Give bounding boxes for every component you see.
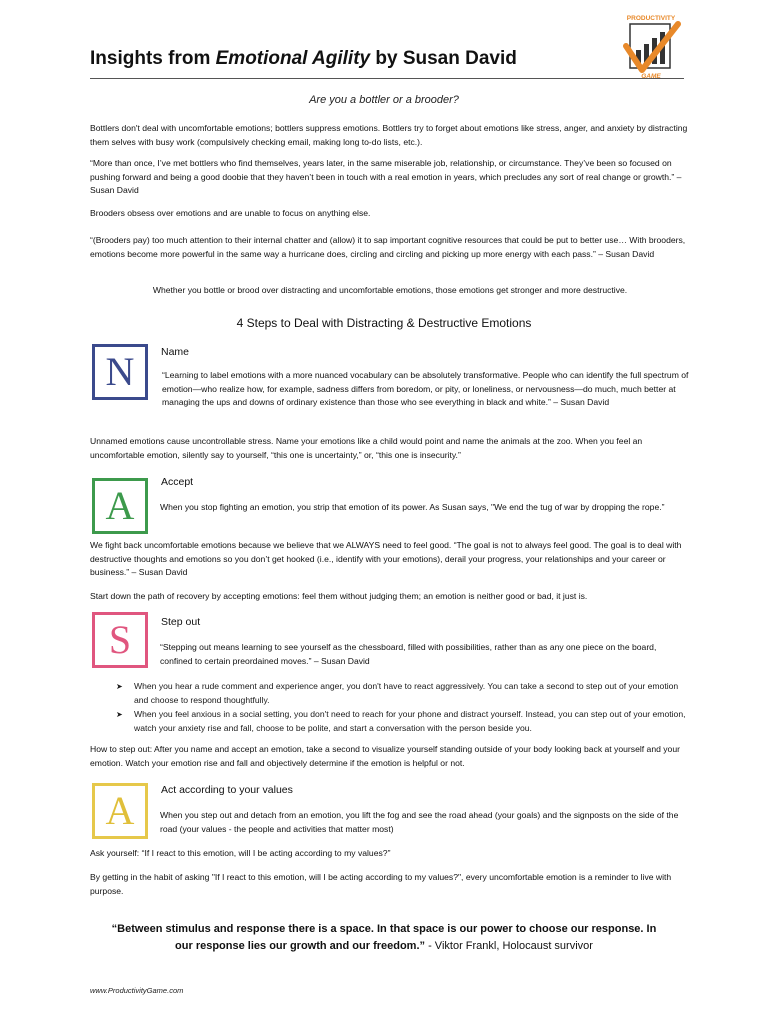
step-name-quote: “Learning to label emotions with a more nuanced vocabulary can be absolutely transformative. People who can identify the full spectrum of emotion—who realize how, for example, sadness differs from boredom, or pity, or loneliness, or nervousness—do much, much better at managing the ups and downs of ordinary existence than those who see everything in black and white.” – Susan David	[162, 370, 689, 407]
step-out-note: How to step out: After you name and accept an emotion, take a second to visualize yourself standing outside of your body looking back at yourself and your emotion. Watch your emotion rise and fall and objectively determine if the emotion is helpful or not.	[90, 744, 680, 768]
step-accept-title: Accept	[161, 476, 194, 488]
svg-text:GAME: GAME	[641, 73, 661, 80]
intro-brooders: Brooders obsess over emotions and are unable to focus on anything else.	[90, 208, 371, 218]
step-accept-letter: A	[92, 478, 148, 534]
step-act-letter: A	[92, 783, 148, 839]
step-accept-quote: When you stop fighting an emotion, you strip that emotion of its power. As Susan says, "We end the tug of war by dropping the rope.”	[160, 502, 665, 512]
list-item: ➤ When you feel anxious in a social setting, you don't need to reach for your phone and distract yourself. Instead, you can step out of your emotion, watch your anxiety rise and fall, choose to be polite, and start a conversation with the person beside you.	[116, 709, 686, 733]
subtitle: Are you a bottler or a brooder?	[309, 94, 459, 106]
step-accept-note2: Start down the path of recovery by accepting emotions: feel them without judging them; an emotion is neither good or bad, it just is.	[90, 591, 588, 601]
svg-text:PRODUCTIVITY: PRODUCTIVITY	[626, 15, 676, 22]
step-out-bullets	[114, 680, 690, 736]
step-name-title: Name	[161, 346, 190, 358]
step-act-title: Act according to your values	[161, 784, 293, 796]
list-item: ➤ When you hear a rude comment and experience anger, you don't have to react aggressively. You can take a second to step out of your emotion and choose to respond thoughtfully.	[116, 681, 679, 705]
productivity-game-logo	[620, 12, 682, 82]
step-act-quote: When you step out and detach from an emotion, you lift the fog and see the road ahead (your goals) and the signposts on the side of the road (your values - the people and activities that matter most)	[160, 810, 679, 834]
steps-heading: 4 Steps to Deal with Distracting & Destructive Emotions	[236, 316, 532, 330]
intro-bottlers: Bottlers don't deal with uncomfortable emotions; bottlers suppress emotions. Bottlers try to forget about emotions like stress, anger, and anxiety by distracting them selves with busy work (compulsively checking email, making long to-do lists, etc.).	[90, 123, 688, 147]
step-out-title: Step out	[161, 616, 201, 628]
step-name-note: Unnamed emotions cause uncontrollable stress. Name your emotions like a child would point and name the animals at the zoo. When you feel an uncomfortable emotion, silently say to yourself, “this one is uncertainty,” or, “this one is insecurity.”	[90, 436, 643, 460]
step-accept-note: We fight back uncomfortable emotions because we believe that we ALWAYS need to feel good. “The goal is not to always feel good. The goal is to deal with destructive thoughts and emotions so you don’t get hooked (i.e., identify with your emotions), derail your progress, your relationships and your career or business.” – Susan David	[90, 540, 682, 577]
step-out-letter: S	[92, 612, 148, 668]
header-divider	[90, 78, 684, 79]
closing-quote: “Between stimulus and response there is a space. In that space is our power to choose our response. In our response lies our growth and our freedom.” - Viktor Frankl, Holocaust survivor	[111, 923, 657, 952]
footer-url: www.ProductivityGame.com	[90, 986, 184, 995]
step-name-letter: N	[92, 344, 148, 400]
arrow-icon: ➤	[116, 682, 123, 691]
step-act-note: Ask yourself: “If I react to this emotion, will I be acting according to my values?”	[90, 848, 391, 858]
intro-summary: Whether you bottle or brood over distracting and uncomfortable emotions, those emotions get stronger and more destructive.	[152, 285, 628, 295]
step-act-note2: By getting in the habit of asking "If I react to this emotion, will I be acting according to my values?", every uncomfortable emotion is a reminder to live with purpose.	[90, 872, 672, 896]
page-title: Insights from Emotional Agility by Susan David	[90, 48, 517, 69]
step-out-quote: “Stepping out means learning to see yourself as the chessboard, filled with possibilities, rather than as any one piece on the board, confined to certain preordained moves.” – Susan David	[160, 642, 657, 666]
intro-brooders-quote: “(Brooders pay) too much attention to their internal chatter and (allow) it to sap important cognitive resources that could be put to better use… With brooders, emotions become more powerful in the same way a hurricane does, circling and circling and picking up more energy with each pass.” – Susan David	[90, 235, 686, 259]
intro-bottlers-quote: “More than once, I’ve met bottlers who find themselves, years later, in the same miserable job, relationship, or circumstance. They’ve been so focused on pushing forward and being a good doobie that they haven’t been in touch with a real emotion in years, which precludes any sort of real change or growth.” – Susan David	[90, 158, 682, 195]
arrow-icon: ➤	[116, 710, 123, 719]
